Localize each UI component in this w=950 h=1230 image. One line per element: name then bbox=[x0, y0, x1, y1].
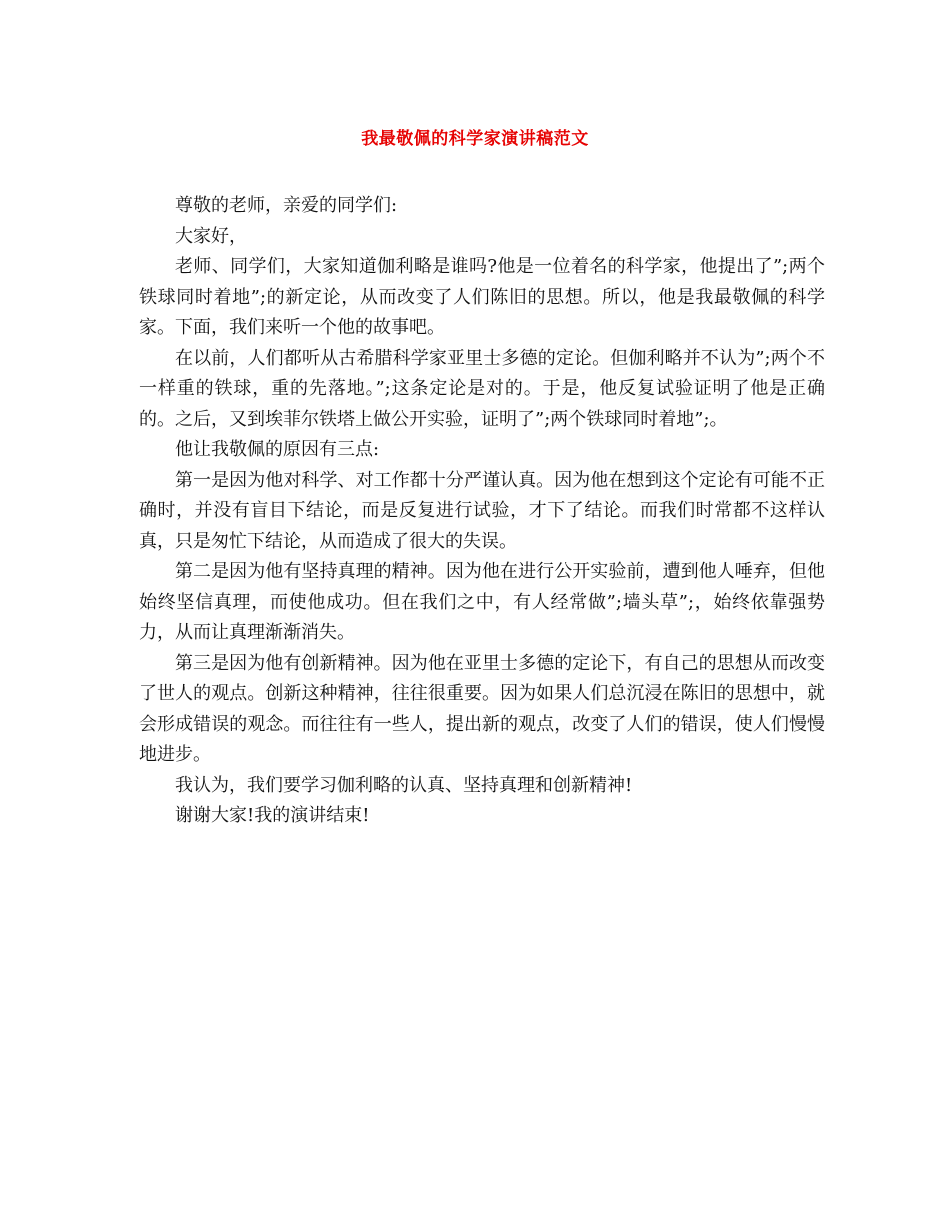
paragraph-story: 在以前，人们都听从古希腊科学家亚里士多德的定论。但伽利略并不认为”;两个不一样重的铁球，重的先落地。”;这条定论是对的。于是，他反复试验证明了他是正确的。之后，又到埃菲尔铁塔上做公开实验，证明了”;两个铁球同时着地”;。 bbox=[139, 347, 825, 430]
paragraph-reasons-lead: 他让我敬佩的原因有三点: bbox=[175, 439, 380, 460]
paragraph-greeting: 尊敬的老师，亲爱的同学们: bbox=[175, 195, 398, 216]
paragraph-hello: 大家好， bbox=[175, 225, 247, 247]
document-body bbox=[139, 191, 825, 832]
paragraph-reason-three: 第三是因为他有创新精神。因为他在亚里士多德的定论下，有自己的思想从而改变了世人的观点。创新这种精神，往往很重要。因为如果人们总沉浸在陈旧的思想中，就会形成错误的观念。而往往有一些人，提出新的观点，改变了人们的错误，使人们慢慢地进步。 bbox=[139, 652, 825, 765]
paragraph-reason-one: 第一是因为他对科学、对工作都十分严谨认真。因为他在想到这个定论有可能不正确时，并没有盲目下结论，而是反复进行试验，才下了结论。而我们时常都不这样认真，只是匆忙下结论，从而造成了很大的失误。 bbox=[139, 469, 825, 552]
paragraph-conclusion: 我认为，我们要学习伽利略的认真、坚持真理和创新精神! bbox=[175, 774, 633, 796]
document-title: 我最敬佩的科学家演讲稿范文 bbox=[361, 129, 589, 149]
paragraph-thanks: 谢谢大家!我的演讲结束! bbox=[175, 805, 370, 826]
paragraph-reason-two: 第二是因为他有坚持真理的精神。因为他在进行公开实验前，遭到他人唾弃，但他始终坚信真理，而使他成功。但在我们之中，有人经常做”;墙头草”;，始终依靠强势力，从而让真理渐渐消失。 bbox=[139, 561, 825, 643]
paragraph-intro: 老师、同学们，大家知道伽利略是谁吗?他是一位着名的科学家，他提出了”;两个铁球同时着地”;的新定论，从而改变了人们陈旧的思想。所以，他是我最敬佩的科学家。下面，我们来听一个他的故事吧。 bbox=[139, 256, 825, 338]
